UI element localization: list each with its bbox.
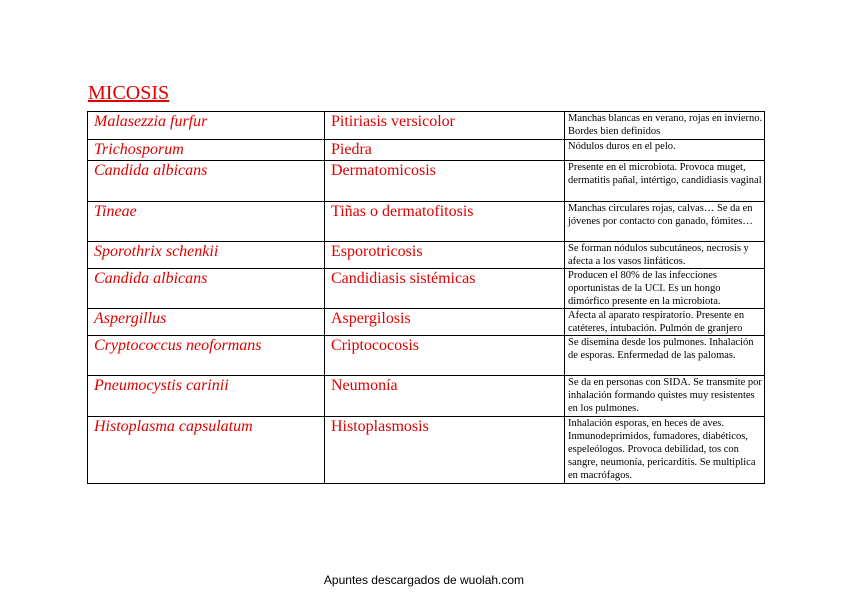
notes-cell: Manchas circulares rojas, calvas… Se da en jóvenes por contacto con ganado, fómites… (565, 202, 765, 242)
table-row (88, 161, 765, 202)
organism-cell: Histoplasma capsulatum (88, 417, 325, 484)
disease-cell: Tiñas o dermatofitosis (325, 202, 565, 242)
disease-cell: Dermatomicosis (325, 161, 565, 202)
notes-cell: Se da en personas con SIDA. Se transmite por inhalación formando quistes muy resistentes en los pulmones. (565, 376, 765, 417)
table-row (88, 309, 765, 336)
notes-cell: Inhalación esporas, en heces de aves. Inmunodeprimidos, fumadores, diabéticos, espeleólogos. Provoca debilidad, tos con sangre, neumonía, pericarditis. Se multiplica en macrófagos. (565, 417, 765, 484)
micosis-table (87, 111, 765, 484)
notes-cell: Presente en el microbiota. Provoca muget, dermatitis pañal, intértigo, candidiasis vaginal (565, 161, 765, 202)
notes-cell: Se forman nódulos subcutáneos, necrosis y afecta a los vasos linfáticos. (565, 242, 765, 269)
table-row (88, 140, 765, 161)
disease-cell: Candidiasis sistémicas (325, 269, 565, 309)
organism-cell: Candida albicans (88, 269, 325, 309)
table-row (88, 269, 765, 309)
table-row (88, 417, 765, 484)
table-row (88, 376, 765, 417)
disease-cell: Neumonía (325, 376, 565, 417)
organism-cell: Trichosporum (88, 140, 325, 161)
table-row (88, 112, 765, 140)
disease-cell: Piedra (325, 140, 565, 161)
notes-cell: Se disemina desde los pulmones. Inhalación de esporas. Enfermedad de las palomas. (565, 336, 765, 376)
notes-cell: Manchas blancas en verano, rojas en invierno. Bordes bien definidos (565, 112, 765, 140)
disease-cell: Aspergilosis (325, 309, 565, 336)
footer-text: Apuntes descargados de wuolah.com (323, 573, 525, 587)
disease-cell: Criptococosis (325, 336, 565, 376)
organism-cell: Tineae (88, 202, 325, 242)
disease-cell: Pitiriasis versicolor (325, 112, 565, 140)
organism-cell: Sporothrix schenkii (88, 242, 325, 269)
organism-cell: Pneumocystis carinii (88, 376, 325, 417)
organism-cell: Aspergillus (88, 309, 325, 336)
table-row (88, 202, 765, 242)
notes-cell: Producen el 80% de las infecciones oportunistas de la UCI. Es un hongo dimórfico presente en la microbiota. (565, 269, 765, 309)
notes-cell: Nódulos duros en el pelo. (565, 140, 765, 161)
page-title: MICOSIS (88, 82, 170, 104)
organism-cell: Cryptococcus neoformans (88, 336, 325, 376)
organism-cell: Candida albicans (88, 161, 325, 202)
disease-cell: Esporotricosis (325, 242, 565, 269)
table-row (88, 336, 765, 376)
disease-cell: Histoplasmosis (325, 417, 565, 484)
table-row (88, 242, 765, 269)
organism-cell: Malasezzia furfur (88, 112, 325, 140)
notes-cell: Afecta al aparato respiratorio. Presente en catéteres, intubación. Pulmón de granjero (565, 309, 765, 336)
